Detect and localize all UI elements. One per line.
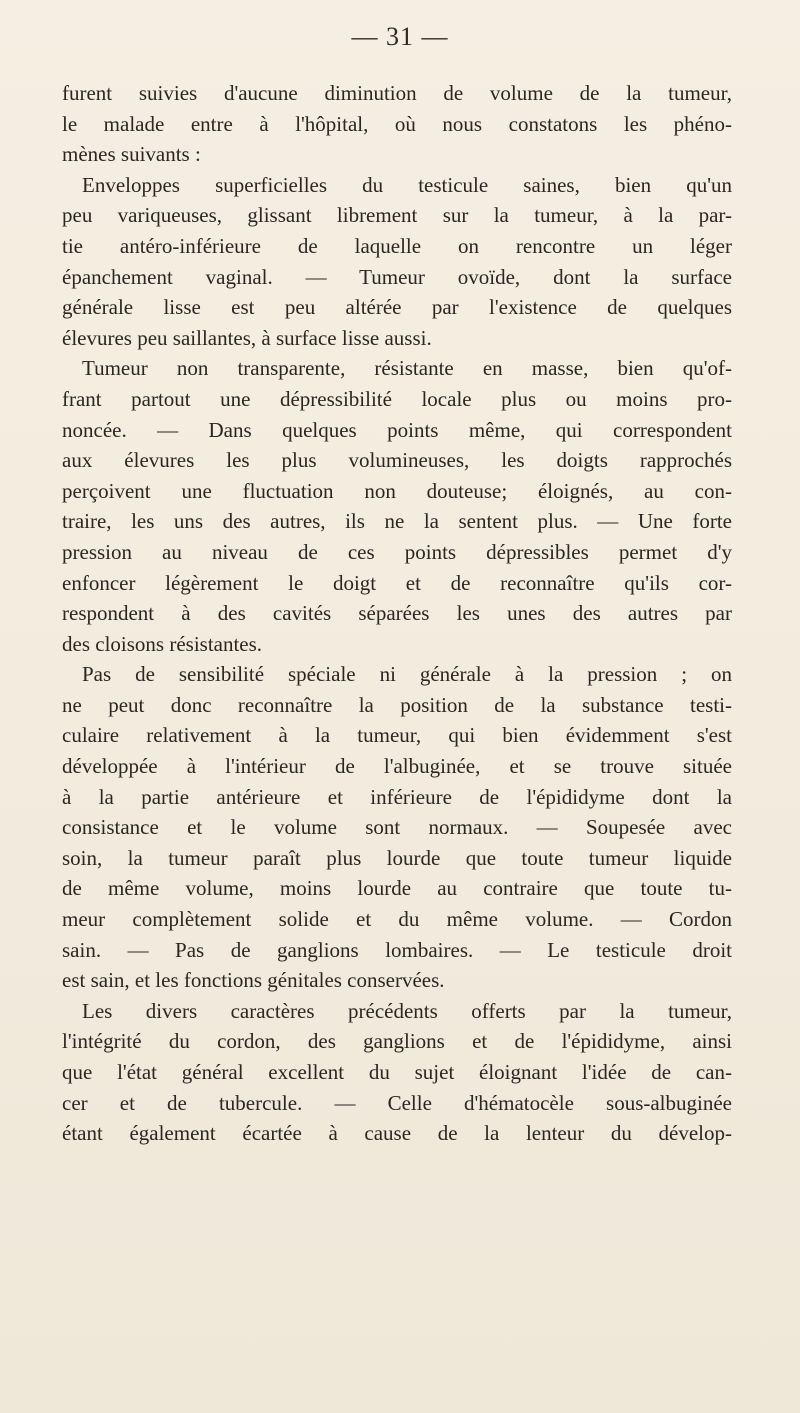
text-line: sain. — Pas de ganglions lombaires. — Le testicule droit (62, 937, 732, 962)
text-line: furent suivies d'aucune diminution de volume de la tumeur, (62, 81, 732, 105)
text-line: traire, les uns des autres, ils ne la sentent plus. — Une forte (62, 509, 732, 534)
text-line: perçoivent une fluctuation non douteuse; éloignés, au con- (62, 478, 732, 503)
text-line: l'intégrité du cordon, des ganglions et de l'épididyme, ainsi (62, 1029, 732, 1054)
text-line: que l'état général excellent du sujet éloignant l'idée de can- (62, 1060, 732, 1084)
text-line: respondent à des cavités séparées les unes des autres par (62, 601, 732, 626)
text-line: peu variqueuses, glissant librement sur la tumeur, à la par- (62, 203, 732, 228)
text-line: tie antéro-inférieure de laquelle on rencontre un léger (62, 233, 732, 258)
text-line: noncée. — Dans quelques points même, qui correspondent (62, 417, 732, 442)
text-line: étant également écartée à cause de la lenteur du dévelop- (62, 1121, 732, 1146)
text-line: frant partout une dépressibilité locale plus ou moins pro- (62, 386, 732, 411)
text-line: le malade entre à l'hôpital, où nous constatons les phéno- (62, 111, 732, 136)
text-line: enfoncer légèrement le doigt et de reconnaître qu'ils cor- (62, 570, 732, 595)
text-line: meur complètement solide et du même volume. — Cordon (62, 907, 732, 932)
text-line: Tumeur non transparente, résistante en masse, bien qu'of- (82, 356, 732, 381)
text-line: ne peut donc reconnaître la position de la substance testi- (62, 692, 732, 717)
text-line: élevures peu saillantes, à surface lisse aussi. (62, 325, 432, 350)
text-line: mènes suivants : (62, 142, 201, 167)
text-line: Pas de sensibilité spéciale ni générale à la pression ; on (82, 662, 732, 687)
text-line: de même volume, moins lourde au contraire que toute tu- (62, 876, 732, 901)
text-line: consistance et le volume sont normaux. — Soupesée avec (62, 815, 732, 840)
text-line: cer et de tubercule. — Celle d'hématocèle sous-albuginée (62, 1090, 732, 1115)
text-line: développée à l'intérieur de l'albuginée, et se trouve située (62, 754, 732, 779)
text-line: générale lisse est peu altérée par l'existence de quelques (62, 295, 732, 320)
text-line: à la partie antérieure et inférieure de l'épididyme dont la (62, 784, 732, 809)
text-line: aux élevures les plus volumineuses, les doigts rapprochés (62, 448, 732, 473)
page-number: — 31 — (351, 22, 449, 51)
text-line: est sain, et les fonctions génitales conservées. (62, 968, 445, 993)
text-line: soin, la tumeur paraît plus lourde que toute tumeur liquide (62, 845, 732, 870)
text-line: Les divers caractères précédents offerts par la tumeur, (82, 998, 732, 1023)
text-line: épanchement vaginal. — Tumeur ovoïde, dont la surface (62, 264, 732, 289)
text-line: culaire relativement à la tumeur, qui bien évidemment s'est (62, 723, 732, 748)
text-line: des cloisons résistantes. (62, 631, 263, 656)
body-text (62, 78, 732, 1149)
text-line: Enveloppes superficielles du testicule saines, bien qu'un (82, 172, 732, 197)
text-line: pression au niveau de ces points dépressibles permet d'y (62, 539, 732, 564)
